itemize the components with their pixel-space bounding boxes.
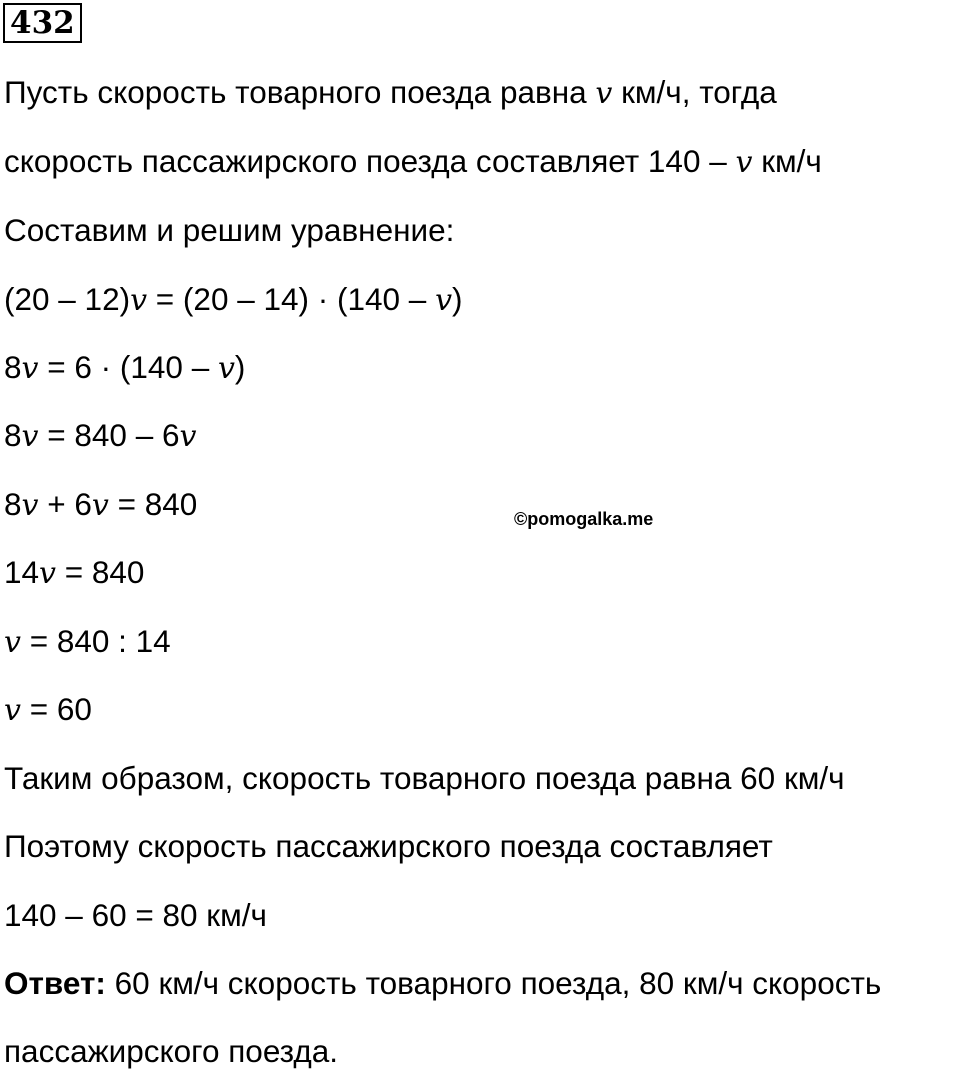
equation-6 [4, 621, 171, 661]
variable-v: v [4, 693, 21, 728]
intro-line-1 [4, 72, 777, 112]
variable-v: v [21, 488, 39, 523]
equation-5-part-b: = 840 [56, 554, 145, 590]
equation-4-part-b: + 6 [38, 486, 92, 522]
equation-1-part-c: ) [452, 281, 463, 317]
equation-2-part-c: ) [234, 349, 246, 385]
answer-label: Ответ: [4, 965, 106, 1001]
variable-v: v [130, 283, 148, 318]
equation-2-part-b: = 6 · (140 – [38, 349, 218, 385]
equation-4 [4, 484, 197, 524]
equation-1-part-a: (20 – 12) [4, 281, 131, 317]
answer-continuation: пассажирского поезда. [4, 1033, 339, 1069]
problem-number: 432 [3, 3, 82, 43]
equation-3 [4, 415, 196, 455]
intro-line-2 [4, 141, 822, 181]
intro-line-1-start: Пусть скорость товарного поезда равна [4, 74, 596, 110]
conclusion-line-2: Поэтому скорость пассажирского поезда составляет [4, 828, 773, 864]
intro-line-2-end: км/ч [752, 143, 822, 179]
equation-7 [4, 689, 92, 729]
variable-v: v [39, 556, 56, 591]
variable-v: v [91, 488, 109, 523]
equation-2 [4, 347, 245, 387]
variable-v: v [179, 419, 197, 454]
conclusion-line-1: Таким образом, скорость товарного поезда равна 60 км/ч [4, 760, 845, 796]
variable-v: v [21, 419, 39, 454]
equation-7-part-b: = 60 [20, 691, 92, 727]
conclusion-line-3: 140 – 60 = 80 км/ч [4, 897, 267, 933]
variable-v: v [217, 351, 235, 386]
intro-line-1-end: км/ч, тогда [612, 74, 777, 110]
answer-text: 60 км/ч скорость товарного поезда, 80 км/ч скорость [105, 965, 882, 1001]
equation-4-part-c: = 840 [108, 486, 198, 522]
variable-v: v [4, 625, 21, 660]
equation-4-part-a: 8 [4, 486, 22, 522]
equation-3-part-b: = 840 – 6 [38, 417, 180, 453]
variable-v: v [435, 283, 453, 318]
equation-1-part-b: = (20 – 14) · (140 – [147, 281, 436, 317]
equation-1 [4, 279, 463, 319]
intro-line-3: Составим и решим уравнение: [4, 212, 455, 248]
intro-line-2-start: скорость пассажирского поезда составляет 140 – [4, 143, 736, 179]
equation-5 [4, 552, 144, 592]
watermark: ©pomogalka.me [514, 509, 654, 529]
equation-3-part-a: 8 [4, 417, 22, 453]
equation-6-part-b: = 840 : 14 [20, 623, 171, 659]
equation-5-part-a: 14 [4, 554, 40, 590]
answer-line [4, 963, 881, 1003]
variable-v: v [21, 351, 39, 386]
variable-v: v [735, 145, 753, 180]
variable-v: v [595, 76, 613, 111]
equation-2-part-a: 8 [4, 349, 22, 385]
